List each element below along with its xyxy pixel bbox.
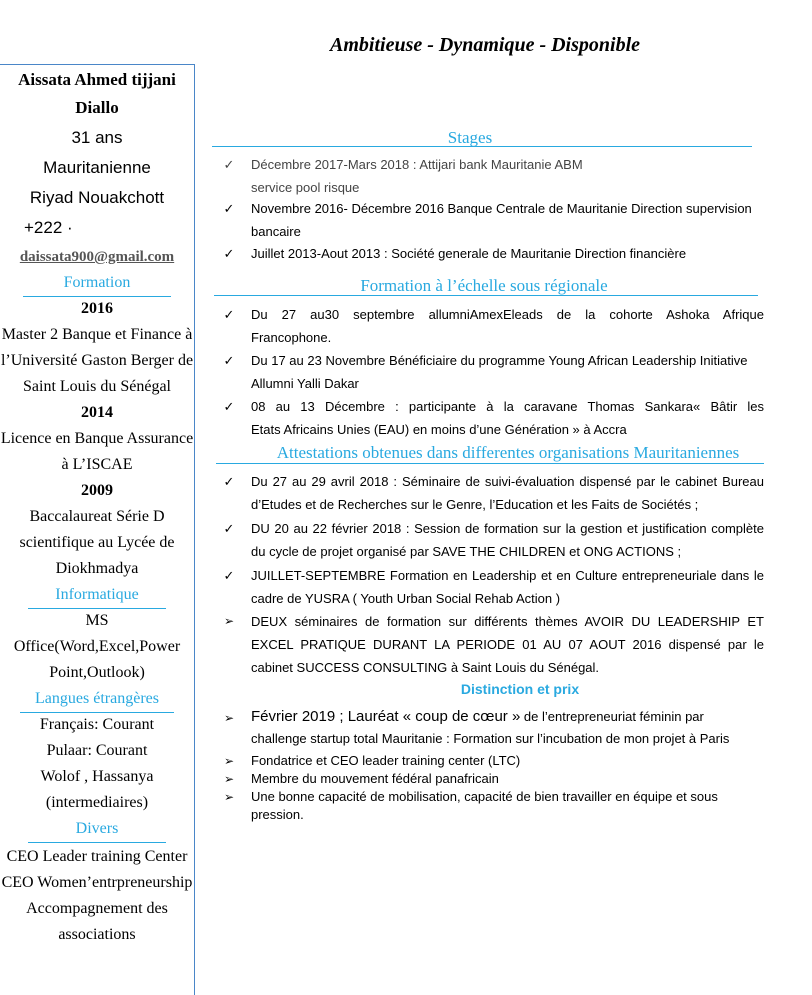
distinction-line: Fondatrice et CEO leader training center (LTC)	[251, 753, 521, 768]
formation-line: à L’ISCAE	[61, 456, 133, 473]
sidebar	[0, 64, 195, 995]
item-line: Du 17 au 23 Novembre Bénéficiaire du programme Young African Leadership Initiative	[251, 353, 748, 368]
stage-line: Décembre 2017-Mars 2018 : Attijari bank Mauritanie ABM	[251, 157, 583, 172]
attestation-item	[223, 564, 764, 610]
formation-line: Saint Louis du Sénégal	[23, 378, 171, 395]
langue-line: Wolof , Hassanya	[40, 768, 154, 785]
attestation-item	[223, 517, 764, 563]
formation-regionale-title: Formation à l’échelle sous régionale	[360, 276, 608, 295]
formation-regionale-rule	[214, 295, 758, 296]
item-line: Francophone.	[251, 330, 332, 345]
arrow-bullet-icon: ➢	[223, 614, 235, 628]
formation-year: 2014	[81, 404, 113, 421]
item-line: cadre de YUSRA ( Youth Urban Social Rehab Action )	[251, 591, 561, 606]
arrow-bullet-icon: ➢	[223, 754, 235, 768]
check-icon: ✓	[223, 246, 235, 261]
distinction-line: pression.	[251, 807, 304, 822]
attestation-arrow-item	[223, 610, 764, 679]
divers-title: Divers	[28, 816, 166, 843]
address: Riyad Nouakchott	[29, 188, 165, 207]
sidebar-section-formation	[0, 270, 194, 297]
item-line: cabinet SUCCESS CONSULTING à Saint Louis du Sénégal.	[251, 660, 600, 675]
item-line: Etats Africains Unies (EAU) en moins d’une Génération » à Accra	[251, 422, 627, 437]
item-line: EXCEL PRATIQUE DURANT LA PERIODE 01 AU 07 AOUT 2016 dispensé par le	[251, 637, 764, 652]
formation-line: Baccalaureat Série D	[29, 508, 165, 525]
formation-regionale-item	[223, 395, 764, 441]
stage-item	[223, 242, 764, 265]
item-line: DEUX séminaires de formation sur différents thèmes AVOIR DU LEADERSHIP ET	[251, 614, 764, 629]
distinction-line: challenge startup total Mauritanie : Formation sur l’incubation de mon projet à Paris	[251, 731, 730, 746]
informatique-line: MS	[85, 612, 109, 629]
langue-line: (intermediaires)	[45, 794, 149, 811]
distinction-rest: de l’entrepreneuriat féminin par	[520, 709, 704, 724]
item-line: d’Etudes et de Recherches sur le Genre, l’Education et les Faits de Sociétés ;	[251, 497, 699, 512]
formation-line: scientifique au Lycée de	[19, 534, 175, 551]
divers-line: associations	[58, 926, 136, 943]
informatique-line: Point,Outlook)	[49, 664, 145, 681]
stage-item	[223, 197, 764, 243]
item-line: Du 27 au 29 avril 2018 : Séminaire de suivi-évaluation dispensé par le cabinet Bureau	[251, 474, 764, 489]
formation-line: Master 2 Banque et Finance à	[1, 326, 193, 343]
langue-line: Français: Courant	[39, 716, 155, 733]
formation-year: 2016	[81, 300, 113, 317]
stages-title: Stages	[447, 128, 493, 147]
distinction-title: Distinction et prix	[460, 681, 580, 697]
check-icon: ✓	[223, 399, 235, 414]
item-line: du cycle de projet organisé par SAVE THE CHILDREN et ONG ACTIONS ;	[251, 544, 682, 559]
divers-line: Accompagnement des	[26, 900, 168, 917]
check-icon: ✓	[223, 568, 235, 583]
check-icon: ✓	[223, 353, 235, 368]
sidebar-section-langues	[0, 686, 194, 713]
item-line: Allumni Yalli Dakar	[251, 376, 359, 391]
attestations-rule	[216, 463, 764, 464]
distinction-item	[223, 788, 764, 824]
formation-line: l’Université Gaston Berger de	[0, 352, 194, 369]
stages-rule	[212, 146, 752, 147]
informatique-line: Office(Word,Excel,Power	[13, 638, 181, 655]
langues-title: Langues étrangères	[20, 686, 174, 713]
langue-line: Pulaar: Courant	[46, 742, 148, 759]
formation-title: Formation	[23, 270, 171, 297]
sidebar-section-informatique	[0, 582, 194, 609]
distinction-line: Une bonne capacité de mobilisation, capacité de bien travailler en équipe et sous	[251, 789, 718, 804]
formation-regionale-item	[223, 349, 764, 395]
item-line: JUILLET-SEPTEMBRE Formation en Leadership et en Culture entrepreneuriale dans le	[251, 568, 764, 583]
stage-line: service pool risque	[251, 180, 360, 195]
item-line: 08 au 13 Décembre : participante à la caravane Thomas Sankara« Bâtir les	[251, 399, 764, 414]
check-icon: ✓	[223, 307, 235, 322]
divers-line: CEO Leader training Center	[6, 848, 188, 865]
formation-line: Licence en Banque Assurance	[0, 430, 194, 447]
formation-line: Diokhmadya	[55, 560, 139, 577]
distinction-highlight: Février 2019 ; Lauréat « coup de cœur »	[251, 708, 521, 725]
stage-item	[223, 153, 764, 199]
distinction-line: Membre du mouvement fédéral panafricain	[251, 771, 499, 786]
stage-line: Juillet 2013-Aout 2013 : Société generale de Mauritanie Direction financière	[251, 246, 687, 261]
check-icon: ✓	[223, 201, 235, 216]
name-line-2: Diallo	[75, 98, 119, 117]
divers-line: CEO Women’entrpreneurship	[1, 874, 193, 891]
motto-heading: Ambitieuse - Dynamique - Disponible	[330, 34, 640, 56]
formation-regionale-item	[223, 303, 764, 349]
check-icon: ✓	[223, 474, 235, 489]
check-icon: ✓	[223, 521, 235, 536]
name-line-1: Aissata Ahmed tijjani	[18, 70, 176, 89]
arrow-bullet-icon: ➢	[223, 772, 235, 786]
age: 31 ans	[71, 128, 123, 147]
informatique-title: Informatique	[28, 582, 166, 609]
arrow-bullet-icon: ➢	[223, 711, 235, 725]
phone: +222 ·	[24, 218, 73, 237]
formation-year: 2009	[81, 482, 113, 499]
sidebar-section-divers	[0, 816, 194, 843]
email-text[interactable]: daissata900@gmail.com	[19, 249, 175, 265]
stage-line: Novembre 2016- Décembre 2016 Banque Centrale de Mauritanie Direction supervision	[251, 201, 752, 216]
stage-line: bancaire	[251, 224, 301, 239]
arrow-bullet-icon: ➢	[223, 790, 235, 804]
item-line: DU 20 au 22 février 2018 : Session de formation sur la gestion et justification complète	[251, 521, 764, 536]
distinction-item	[223, 706, 764, 750]
check-icon: ✓	[223, 157, 235, 172]
attestations-title: Attestations obtenues dans differentes organisations Mauritaniennes	[276, 443, 740, 462]
nationality: Mauritanienne	[43, 158, 151, 177]
email-link[interactable]	[0, 244, 194, 270]
attestation-item	[223, 470, 764, 516]
distinction-item	[223, 752, 764, 770]
distinction-item	[223, 770, 764, 788]
item-line: Du 27 au30 septembre allumniAmexEleads de la cohorte Ashoka Afrique	[251, 307, 764, 322]
